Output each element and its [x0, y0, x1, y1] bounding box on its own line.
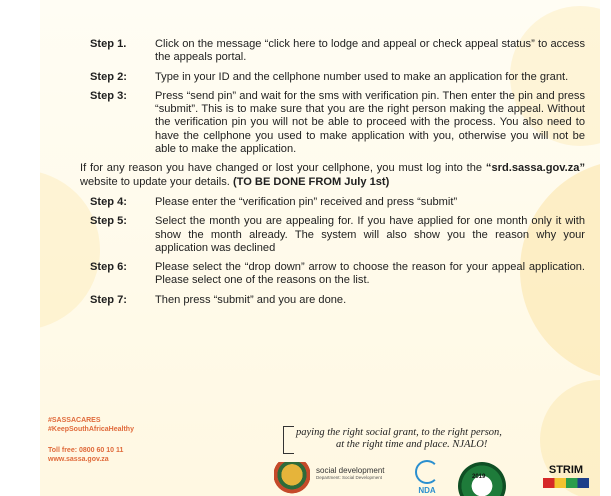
toll-free-number: Toll free: 0800 60 10 11 [48, 447, 124, 454]
star-logo-text: STRIM [548, 464, 584, 476]
department-name: social development [316, 466, 385, 475]
hashtag: #KeepSouthAfricaHealthy [48, 425, 134, 433]
sassa-appeal-poster [40, 0, 600, 496]
cellphone-change-note [80, 162, 585, 189]
badge-year: 2019 [472, 474, 486, 480]
slogan [296, 427, 586, 451]
step-label: Step 6: [90, 261, 127, 274]
coat-of-arms-icon [274, 462, 310, 494]
note-deadline: (TO BE DONE FROM July 1st) [232, 175, 390, 188]
website-link: www.sassa.gov.za [48, 455, 109, 463]
department-subtitle: Department: Social Development [316, 475, 383, 480]
step-text: Press “send pin” and wait for the sms with verification pin. Then enter the pin and press “submit”. This is to make sure that you are the right person making the appeal. Without the verification pin you will not be able to proceed with the process. You also need to have the cellphone you used to make application with you, otherwise you will not be able to make the application. [155, 89, 585, 156]
step-text: Type in your ID and the cellphone number used to make an application for the grant. [155, 70, 569, 83]
step-text: Please enter the “verification pin” received and press “submit” [155, 195, 458, 208]
step-text: Then press “submit” and you are done. [155, 293, 347, 306]
step-label: Step 3: [90, 89, 127, 102]
note-text: If for any reason you have changed or lost your cellphone, you must log into the [80, 162, 486, 175]
social-development-logo [316, 466, 396, 480]
note-website: “srd.sassa.gov.za” [485, 162, 585, 175]
instructions [80, 38, 585, 313]
note-text: website to update your details. [80, 175, 233, 188]
star-logo [543, 464, 589, 494]
partner-logos [270, 460, 600, 496]
step-label: Step 5: [90, 215, 127, 228]
step-6 [90, 261, 585, 288]
slogan-bracket [283, 426, 294, 454]
nda-swirl-icon [415, 460, 439, 484]
step-text: Select the month you are appealing for. If you have applied for one month only it with show the month already. The system will also show you the reason why your application was declined [155, 215, 585, 254]
step-3 [90, 90, 585, 156]
step-4 [90, 196, 585, 209]
step-text: Please select the “drop down” arrow to choose the reason for your appeal application. Please select one of the reasons on the list. [155, 261, 585, 287]
nda-label: NDA [418, 486, 436, 495]
slogan-line: at the right time and place. NJALO! [336, 439, 488, 450]
step-1 [90, 38, 585, 65]
step-label: Step 4: [90, 195, 127, 208]
star-logo-stripe [543, 478, 589, 488]
step-2 [90, 71, 585, 84]
step-text: Click on the message “click here to lodge and appeal or check appeal status” to access the appeals portal. [155, 38, 585, 64]
slogan-line: paying the right social grant, to the right person, [296, 427, 502, 438]
step-label: Step 7: [90, 293, 127, 306]
footer-hashtags [48, 417, 248, 464]
hashtag: #SASSACARES [48, 417, 101, 424]
step-label: Step 2: [90, 70, 127, 83]
step-label: Step 1. [90, 38, 127, 50]
nda-logo [412, 460, 442, 496]
step-7 [90, 294, 585, 307]
step-5 [90, 215, 585, 255]
